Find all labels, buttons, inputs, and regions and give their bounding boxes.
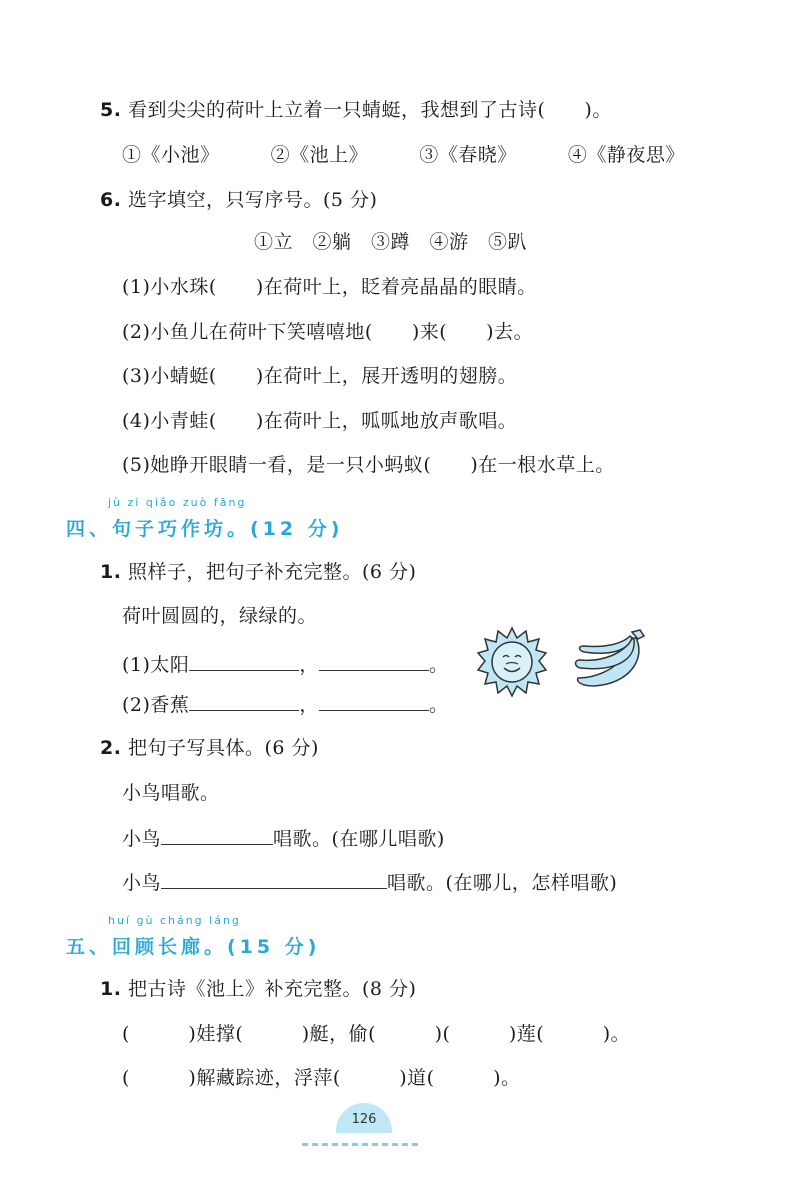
s4-question-1: 1. 照样子，把句子补充完整。(6 分) [100,561,417,583]
option-2[interactable]: ②《池上》 [270,144,369,166]
answer-blank[interactable] [319,652,429,671]
s5-question-1: 1. 把古诗《池上》补充完整。(8 分) [100,978,417,1000]
section-4-pinyin: jù zi qiǎo zuò fāng [108,496,247,509]
option-3[interactable]: ③《春晓》 [419,144,517,166]
sun-icon [476,626,548,698]
poem-line-2: ( )解藏踪迹，浮萍( )道( )。 [122,1067,521,1089]
answer-blank[interactable] [161,826,273,845]
q6-item-1: (1)小水珠( )在荷叶上，眨着亮晶晶的眼睛。 [122,276,537,298]
page-number: 126 [336,1103,392,1133]
q6-item-4: (4)小青蛙( )在荷叶上，呱呱地放声歌唱。 [122,410,518,432]
banana-icon [572,628,652,694]
q6-item-3: (3)小蜻蜓( )在荷叶上，展开透明的翅膀。 [122,365,518,387]
s4-q1-item-2: (2)香蕉 ， 。 [122,694,449,716]
answer-blank[interactable] [189,652,299,671]
q6-item-2: (2)小鱼儿在荷叶下笑嘻嘻地( )来( )去。 [122,321,534,343]
s4-q1-item-1: (1)太阳 ， 。 [122,654,449,676]
option-1[interactable]: ①《小池》 [122,144,220,166]
q6-item-5: (5)她睁开眼睛一看，是一只小蚂蚁( )在一根水草上。 [122,454,615,476]
s4-q2-line-1: 小鸟 唱歌。(在哪儿唱歌) [122,828,445,850]
answer-blank[interactable] [319,692,429,711]
section-5-pinyin: huí gù cháng láng [108,914,241,927]
question-5-options [122,143,685,167]
question-6: 6. 选字填空，只写序号。(5 分) [100,189,378,211]
question-5: 5. 看到尖尖的荷叶上立着一只蜻蜓，我想到了古诗( )。 [100,99,612,121]
option-4[interactable]: ④《静夜思》 [567,144,685,166]
s4-q1-example: 荷叶圆圆的，绿绿的。 [122,605,318,627]
section-4-title: 四、句子巧作坊。(12 分) [66,518,344,540]
s4-question-2: 2. 把句子写具体。(6 分) [100,737,319,759]
answer-blank[interactable] [161,870,387,889]
s4-q2-example: 小鸟唱歌。 [122,782,220,804]
section-5-title: 五、回顾长廊。(15 分) [66,936,321,958]
answer-blank[interactable] [189,692,299,711]
poem-line-1: ( )娃撑( )艇，偷( )( )莲( )。 [122,1023,631,1045]
word-choices: ①立 ②躺 ③蹲 ④游 ⑤趴 [254,231,528,253]
page-number-decoration [300,1131,428,1135]
s4-q2-line-2: 小鸟 唱歌。(在哪儿，怎样唱歌) [122,872,618,894]
